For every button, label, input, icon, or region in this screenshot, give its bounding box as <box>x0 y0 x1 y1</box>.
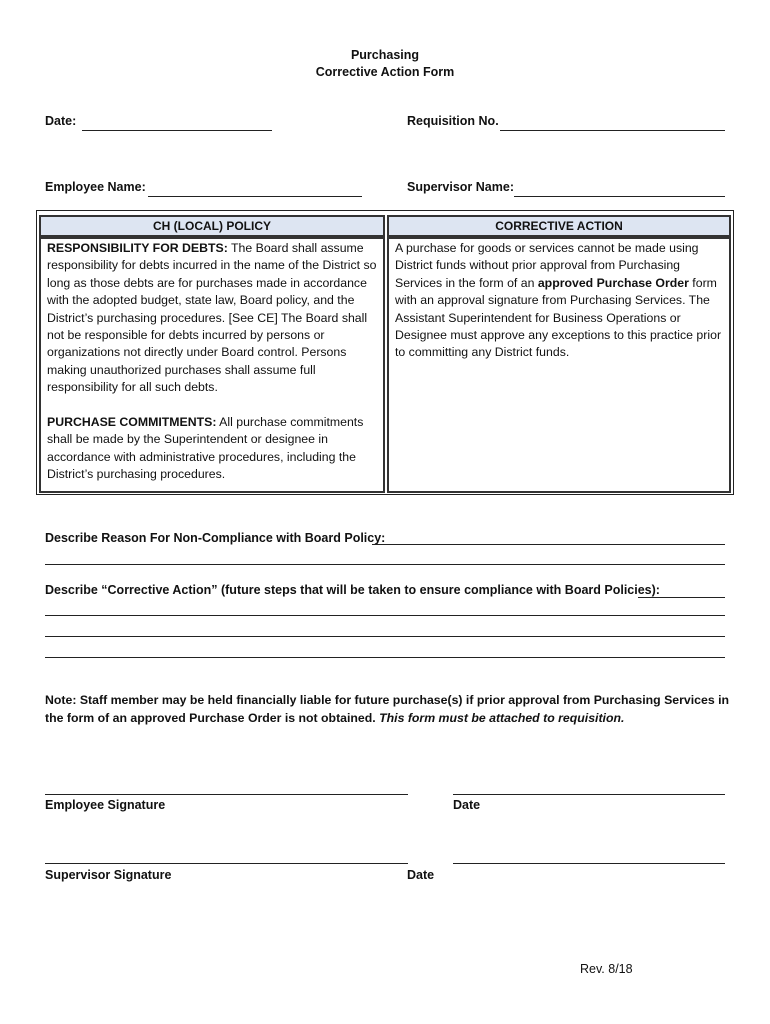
supervisor-date-label: Date <box>407 868 435 882</box>
corrective-action-field-line-1[interactable] <box>638 579 725 598</box>
attach-to-requisition-note: This form must be attached to requisition. <box>379 710 625 725</box>
purchase-commitments-text: All purchase commitments shall be made by the Superintendent or designee in accordance with administrative procedures, including the District’s purchasing procedures. <box>47 415 364 482</box>
form-subtitle: Corrective Action Form <box>315 65 455 79</box>
corrective-action-paragraph <box>395 240 723 362</box>
approved-purchase-order-bold: approved Purchase Order <box>537 275 689 290</box>
date-field[interactable] <box>82 112 272 131</box>
liability-note <box>45 692 735 727</box>
corrective-action-field-line-4[interactable] <box>45 639 725 658</box>
responsibility-for-debts-text: The Board shall assume responsibility for debts incurred in the name of the District so long as those debts are for purchases made in accordance with the adopted budget, state law, Board policy, and the District’s purchasing procedures. [See CE] The Board shall not be responsible for debts incurred by persons or organizations not directly under Board control. Persons making unauthorized purchases shall assume full responsibility for all such debts. <box>47 241 377 395</box>
corrective-action-text-1: A purchase for goods or services cannot be made using District funds without prior approval from Purchasing Services in the form of an <box>395 241 699 290</box>
employee-date-label: Date <box>453 798 481 812</box>
corrective-action-cell <box>387 237 731 493</box>
corrective-action-label: Describe “Corrective Action” (future steps that will be taken to ensure compliance with Board Policies): <box>45 583 660 597</box>
supervisor-date-field[interactable] <box>453 845 725 864</box>
responsibility-for-debts-paragraph <box>47 240 377 397</box>
reason-label: Describe Reason For Non-Compliance with Board Policy: <box>45 531 386 545</box>
purchase-commitments-heading: PURCHASE COMMITMENTS: <box>47 415 217 430</box>
policy-cell <box>39 237 385 493</box>
corrective-action-field-line-2[interactable] <box>45 597 725 616</box>
purchase-commitments-paragraph <box>47 414 377 484</box>
employee-date-field[interactable] <box>453 776 725 795</box>
revision-label: Rev. 8/18 <box>580 962 633 976</box>
requisition-number-field[interactable] <box>500 112 725 131</box>
employee-name-label: Employee Name: <box>45 180 146 194</box>
employee-name-field[interactable] <box>148 178 362 197</box>
policy-column-header: CH (LOCAL) POLICY <box>39 215 385 237</box>
supervisor-name-label: Supervisor Name: <box>407 180 514 194</box>
date-label: Date: <box>45 114 77 128</box>
employee-signature-field[interactable] <box>45 776 408 795</box>
reason-field-line-2[interactable] <box>45 546 725 565</box>
corrective-action-field-line-3[interactable] <box>45 618 725 637</box>
supervisor-name-field[interactable] <box>514 178 725 197</box>
responsibility-for-debts-heading: RESPONSIBILITY FOR DEBTS: <box>47 241 228 255</box>
employee-signature-label: Employee Signature <box>45 798 166 812</box>
policy-table <box>36 210 734 495</box>
supervisor-signature-field[interactable] <box>45 845 408 864</box>
corrective-action-column-header: CORRECTIVE ACTION <box>387 215 731 237</box>
corrective-action-text-2: form with an approval signature from Purchasing Services. The Assistant Superintendent for Business Operations or Designee must approve any exceptions to this practice prior to committing any District funds. <box>395 275 722 360</box>
requisition-label: Requisition No. <box>407 114 499 128</box>
supervisor-signature-label: Supervisor Signature <box>45 868 172 882</box>
form-title: Purchasing <box>350 48 420 62</box>
reason-field-line-1[interactable] <box>372 526 725 545</box>
liability-note-text: Note: Staff member may be held financially liable for future purchase(s) if prior approval from Purchasing Services in the form of an approved Purchase Order is not obtained. <box>45 693 730 725</box>
